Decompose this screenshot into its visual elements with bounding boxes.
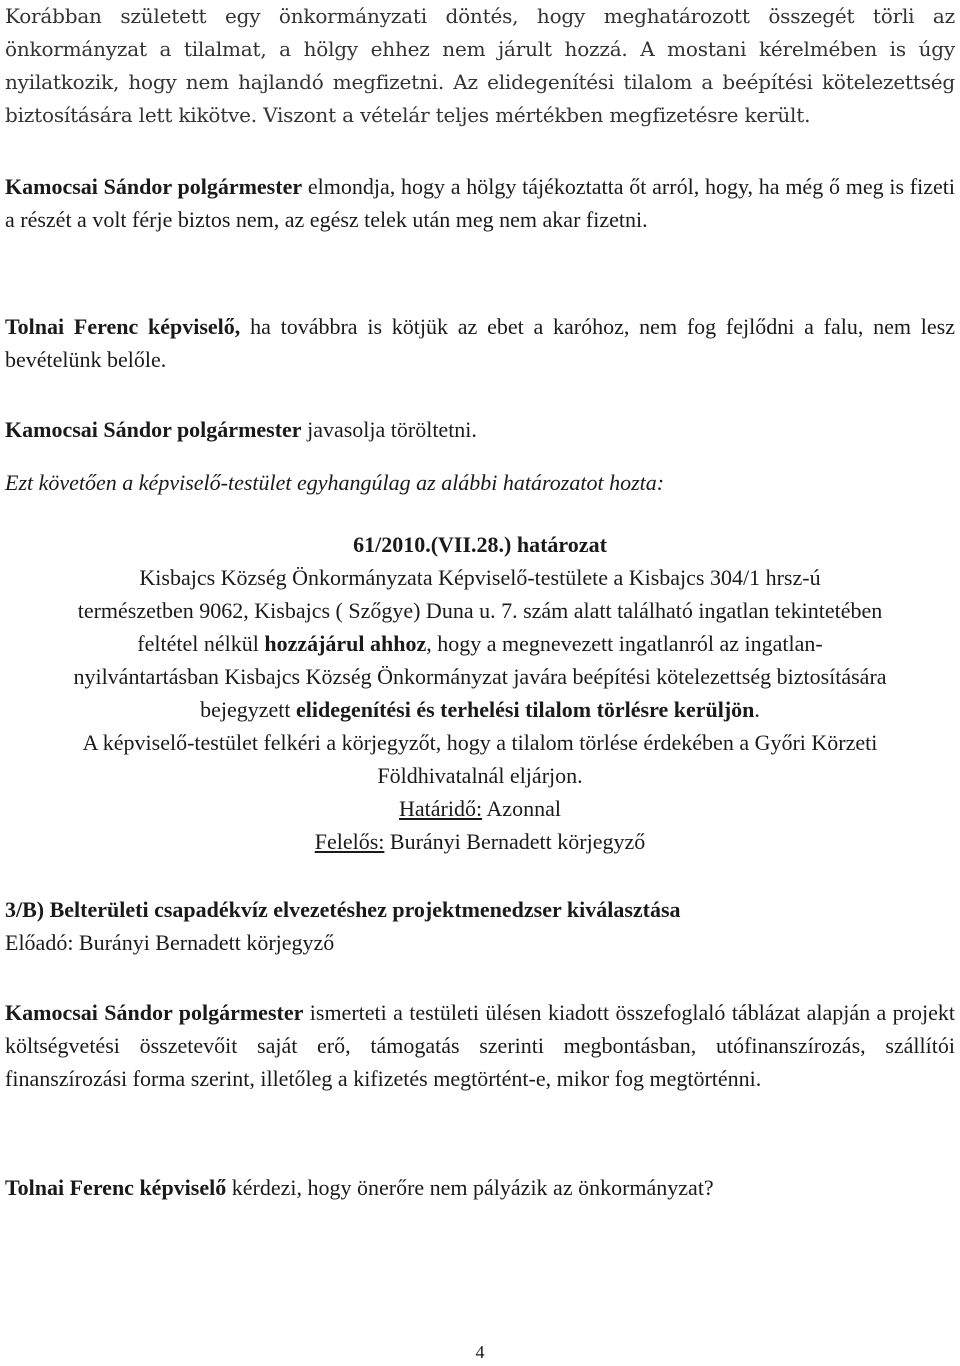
resolution-deadline [5, 792, 955, 825]
responsible-label: Felelős: [314, 829, 385, 854]
paragraph-text: elmondja, hogy a hölgy tájékoztatta őt arról, hogy, ha még ő meg is fizeti a részét a volt férje biztos nem, az egész telek után meg nem akar fizetni. [5, 174, 955, 232]
resolution-line-3 [5, 627, 955, 660]
intro-line-4: biztosítására lett kikötve. Viszont a vételár teljes mértékben megfizetésre került. [5, 103, 811, 127]
responsible-value: Burányi Bernadett körjegyző [384, 829, 646, 854]
section-presenter: Előadó: Burányi Bernadett körjegyző [5, 930, 335, 955]
paragraph-text: ha továbbra is kötjük az ebet a karóhoz, nem fog fejlődni a falu, nem lesz bevételünk belőle. [5, 314, 955, 372]
resolution-line-6: A képviselő-testület felkéri a körjegyzőt, hogy a tilalom törlése érdekében a Győri Körzeti [82, 730, 878, 755]
bold-segment: hozzájárul ahhoz [264, 631, 427, 656]
paragraph-representative-statement [5, 310, 955, 376]
resolution-line-1: Kisbajcs Község Önkormányzata Képviselő-testülete a Kisbajcs 304/1 hrsz-ú [139, 565, 821, 590]
intro-line-2: önkormányzat a tilalmat, a hölgy ehhez nem járult hozzá. A mostani kérelmében is úgy [5, 37, 955, 61]
intro-line-1: Korábban született egy önkormányzati döntés, hogy meghatározott összegét törli az [5, 4, 955, 28]
resolution-block [5, 528, 955, 858]
page-number: 4 [475, 1342, 485, 1362]
paragraph-representative-question [5, 1171, 955, 1204]
intro-line-3: nyilatkozik, hogy nem hajlandó megfizetni. Az elidegenítési tilalom a beépítési kötelezettség [5, 70, 955, 94]
resolution-intro: Ezt követően a képviselő-testület egyhangúlag az alábbi határozatot hozta: [5, 470, 665, 495]
speaker-name: Kamocsai Sándor polgármester [5, 417, 302, 442]
deadline-value: Azonnal [482, 796, 561, 821]
resolution-responsible [5, 825, 955, 858]
section-title: 3/B) Belterületi csapadékvíz elvezetéshez projektmenedzser kiválasztása [5, 897, 681, 922]
resolution-line-4: nyilvántartásban Kisbajcs Község Önkormányzat javára beépítési kötelezettség biztosítására [73, 664, 887, 689]
paragraph-mayor-proposal [5, 413, 955, 446]
text-segment: bejegyzett [200, 697, 296, 722]
paragraph-intro [5, 0, 955, 132]
resolution-line-5 [5, 693, 955, 726]
speaker-name: Tolnai Ferenc képviselő, [5, 314, 241, 339]
speaker-name: Kamocsai Sándor polgármester [5, 1000, 304, 1025]
paragraph-text: javasolja töröltetni. [301, 417, 477, 442]
paragraph-text: ismerteti a testületi ülésen kiadott összefoglaló táblázat alapján a projekt költségvetési összetevőit saját erő, támogatás szerinti megbontásban, utófinanszírozás, szállítói finanszírozási forma szerint, illetőleg a kifizetés megtörtént-e, mikor fog megtörténni. [5, 1000, 955, 1091]
resolution-line-2: természetben 9062, Kisbajcs ( Szőgye) Duna u. 7. szám alatt található ingatlan tekintetében [77, 598, 883, 623]
deadline-label: Határidő: [399, 796, 483, 821]
text-segment: , hogy a megnevezett ingatlanról az ingatlan- [426, 631, 823, 656]
bold-segment: elidegenítési és terhelési tilalom törlésre kerüljön [295, 697, 755, 722]
paragraph-text: kérdezi, hogy önerőre nem pályázik az önkormányzat? [226, 1175, 714, 1200]
speaker-name: Tolnai Ferenc képviselő [5, 1175, 227, 1200]
resolution-number: 61/2010.(VII.28.) határozat [353, 532, 607, 557]
text-segment: . [754, 697, 760, 722]
paragraph-mayor-statement [5, 170, 955, 236]
text-segment: feltétel nélkül [137, 631, 265, 656]
resolution-line-7: Földhivatalnál eljárjon. [377, 763, 583, 788]
paragraph-mayor-explanation [5, 996, 955, 1095]
speaker-name: Kamocsai Sándor polgármester [5, 174, 303, 199]
